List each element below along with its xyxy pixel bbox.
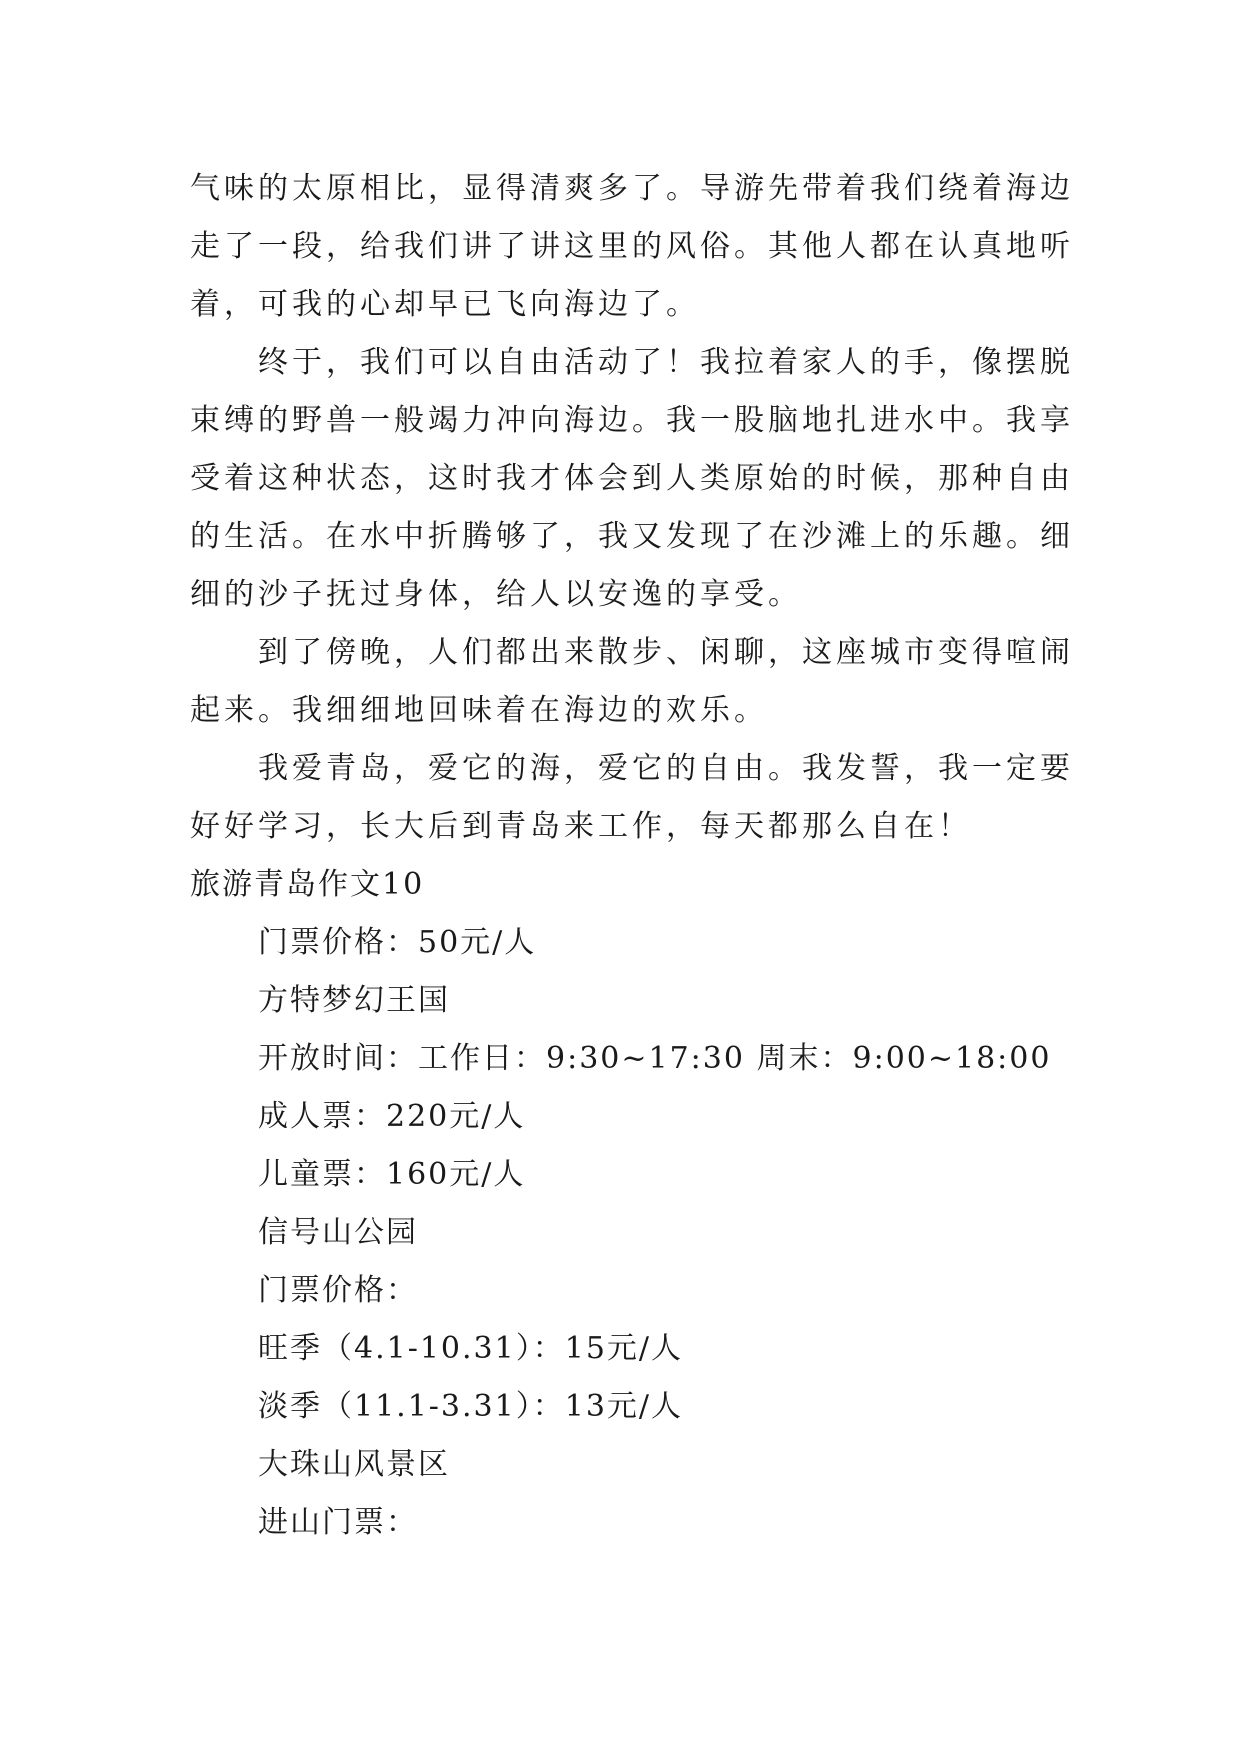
paragraph-line: 气味的太原相比，显得清爽多了。导游先带着我们绕着海边	[190, 171, 1074, 206]
document-body	[190, 160, 1074, 1552]
paragraph-2	[190, 334, 1074, 624]
list-item: 儿童票：160元/人	[258, 1157, 526, 1192]
paragraph-line: 到了傍晚，人们都出来散步、闲聊，这座城市变得喧闹	[258, 635, 1074, 670]
list-item: 大珠山风景区	[258, 1447, 450, 1482]
paragraph-line: 走了一段，给我们讲了讲这里的风俗。其他人都在认真地听	[190, 229, 1074, 264]
paragraph-line: 细的沙子抚过身体，给人以安逸的享受。	[190, 577, 802, 612]
list-item: 旺季（4.1-10.31）：15元/人	[258, 1331, 684, 1366]
list-item: 门票价格：50元/人	[258, 925, 537, 960]
paragraph-4	[190, 740, 1074, 856]
list-item: 信号山公园	[258, 1215, 418, 1250]
list-item: 成人票：220元/人	[258, 1099, 526, 1134]
paragraph-line: 终于，我们可以自由活动了！我拉着家人的手，像摆脱	[258, 345, 1074, 380]
paragraph-line: 束缚的野兽一般竭力冲向海边。我一股脑地扎进水中。我享	[190, 403, 1074, 438]
paragraph-1	[190, 160, 1074, 334]
list-item: 门票价格：	[258, 1273, 418, 1308]
paragraph-line: 的生活。在水中折腾够了，我又发现了在沙滩上的乐趣。细	[190, 519, 1074, 554]
paragraph-3	[190, 624, 1074, 740]
paragraph-line: 着，可我的心却早已飞向海边了。	[190, 287, 700, 322]
section-heading: 旅游青岛作文10	[190, 867, 425, 902]
paragraph-line: 我爱青岛，爱它的海，爱它的自由。我发誓，我一定要	[258, 751, 1074, 786]
paragraph-line: 起来。我细细地回味着在海边的欢乐。	[190, 693, 768, 728]
list-item: 开放时间：工作日：9:30~17:30 周末：9:00~18:00	[258, 1041, 1052, 1076]
paragraph-line: 受着这种状态，这时我才体会到人类原始的时候，那种自由	[190, 461, 1074, 496]
list-item: 方特梦幻王国	[258, 983, 450, 1018]
list-item: 淡季（11.1-3.31）：13元/人	[258, 1389, 684, 1424]
list-item: 进山门票：	[258, 1505, 418, 1540]
paragraph-line: 好好学习，长大后到青岛来工作，每天都那么自在！	[190, 809, 972, 844]
